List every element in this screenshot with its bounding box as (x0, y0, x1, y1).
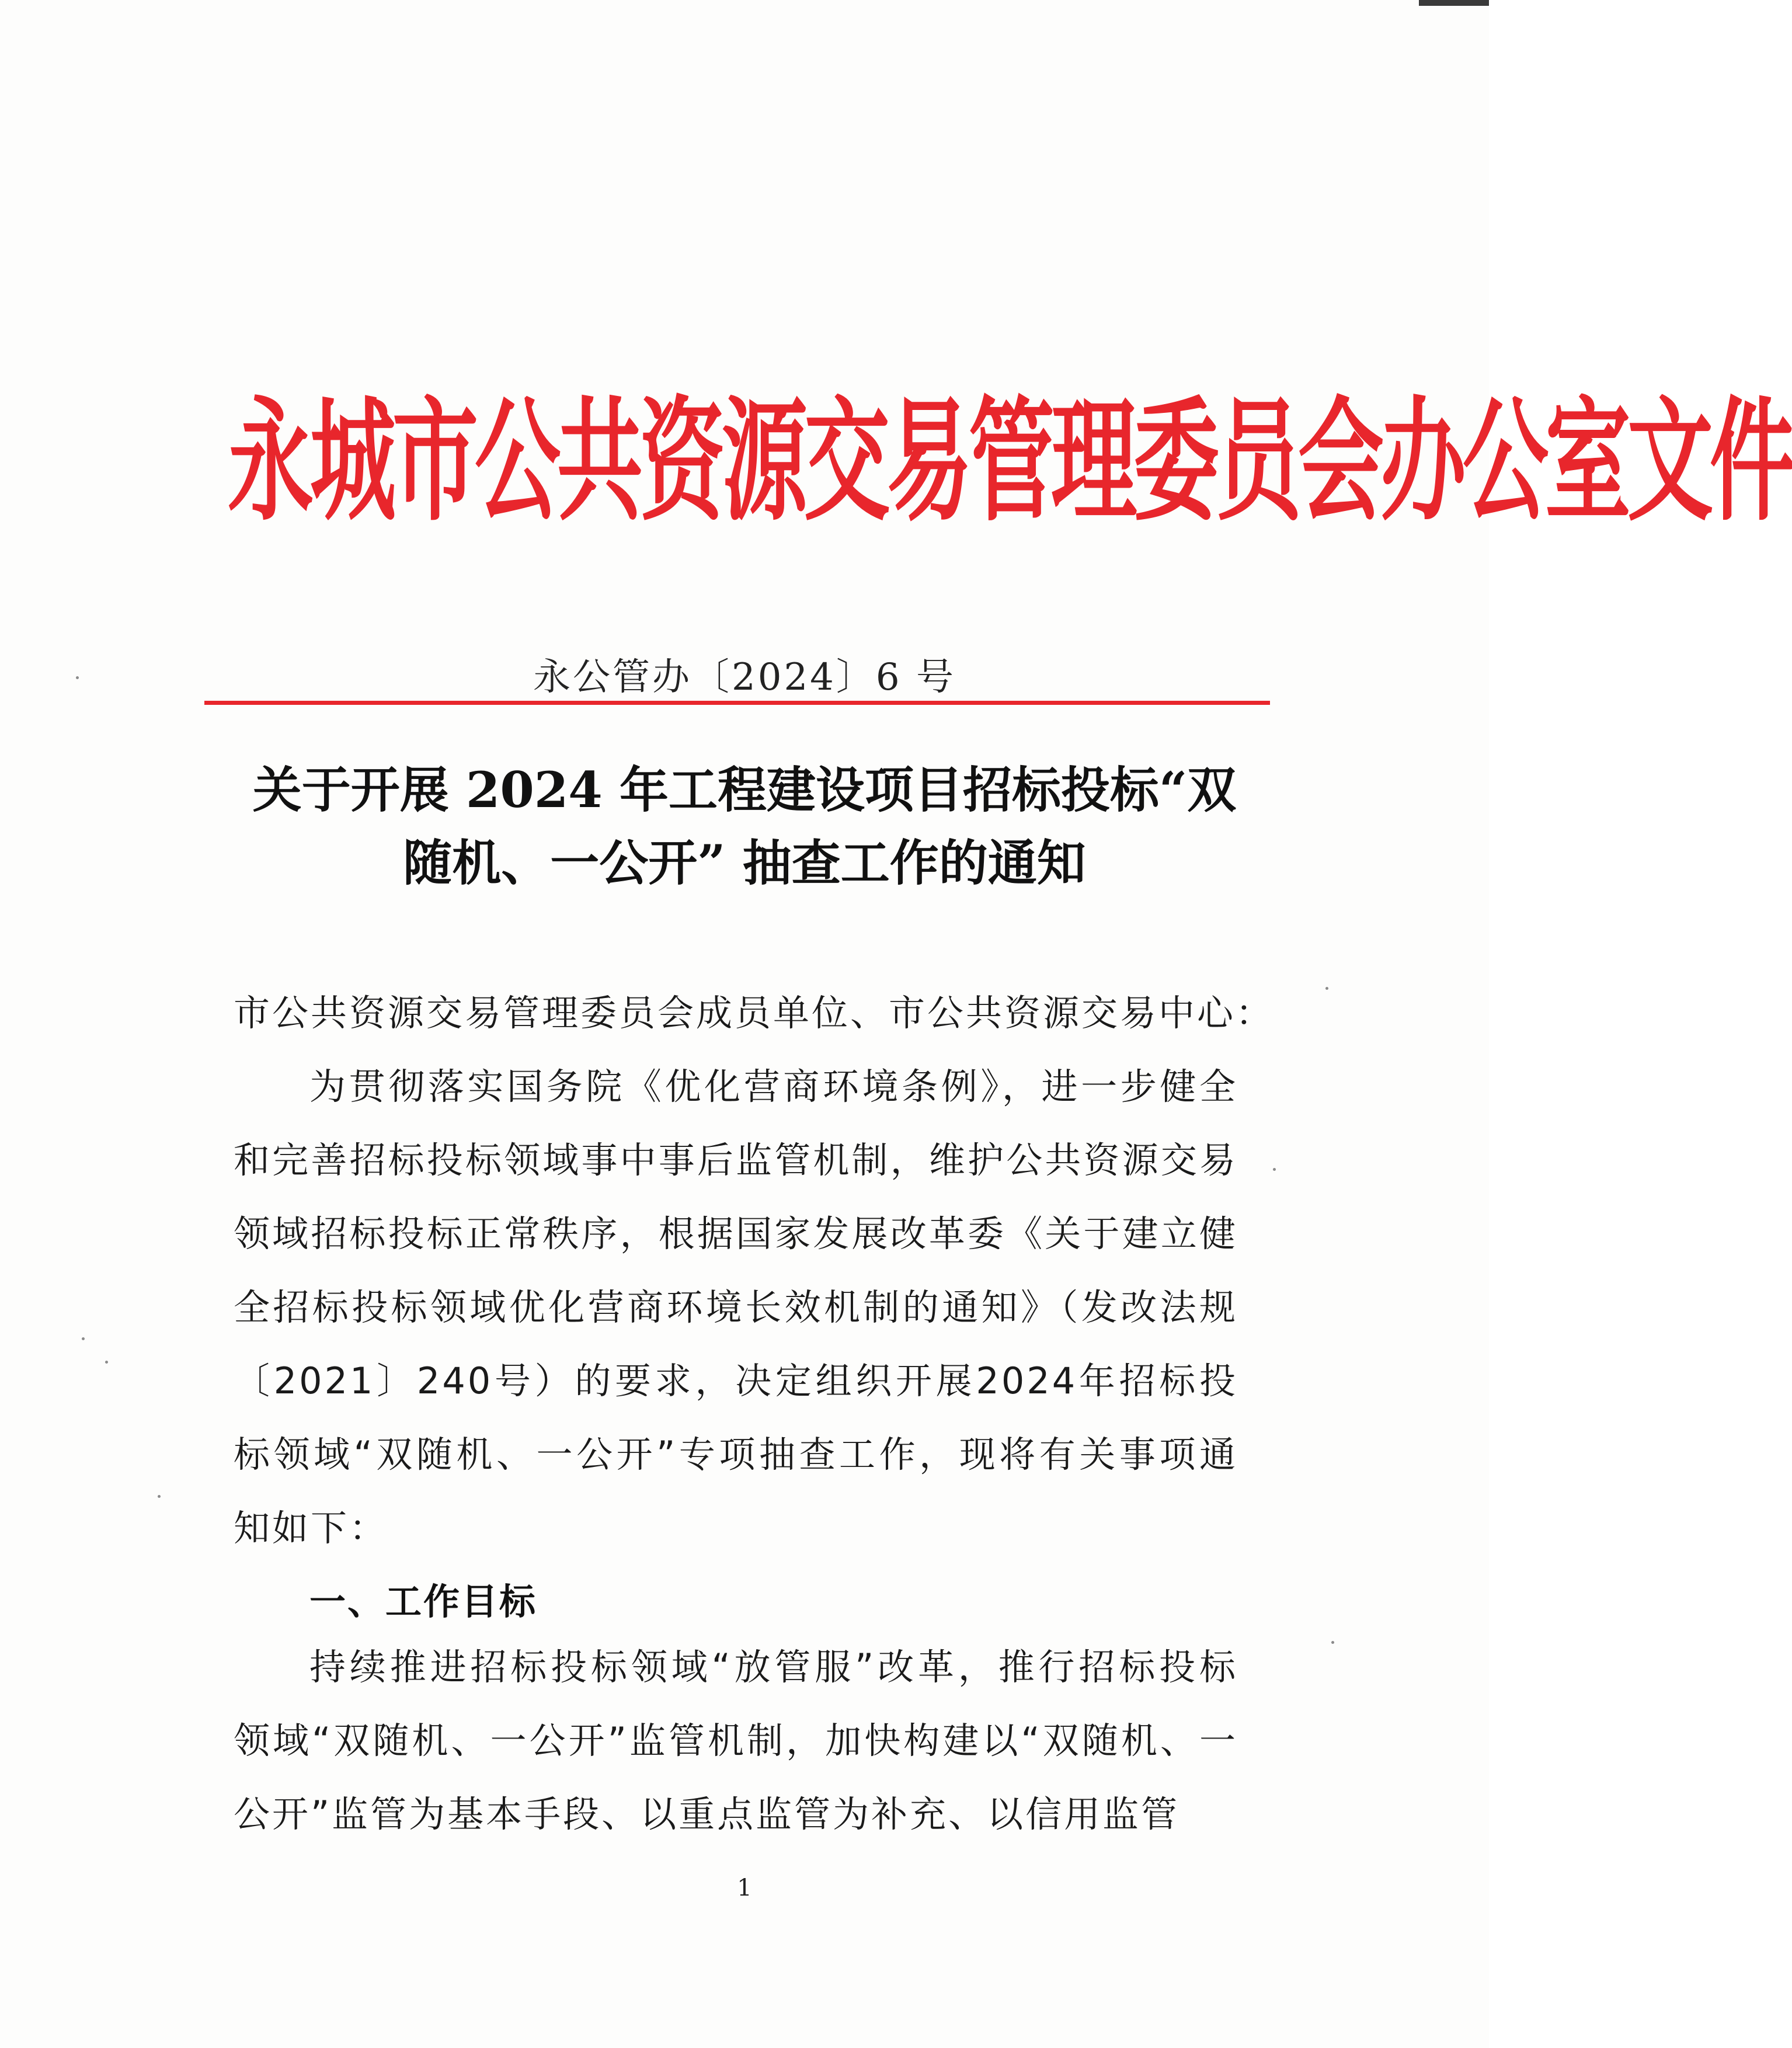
scan-speck (1331, 1641, 1334, 1644)
scan-speck (158, 1495, 161, 1498)
section-heading-work-goals: 一、工作目标 (309, 1580, 538, 1623)
scan-speck (105, 1361, 108, 1364)
page-number: 1 (737, 1875, 752, 1901)
document-title (222, 753, 1267, 899)
salutation: 市公共资源交易管理委员会成员单位、市公共资源交易中心： (234, 992, 1275, 1034)
scan-edge-mark (1419, 0, 1489, 6)
red-divider-line (204, 701, 1270, 705)
red-masthead: 永城市公共资源交易管理委员会办公室文件 (228, 383, 1792, 540)
scan-speck (1273, 1168, 1276, 1171)
title-line-2: 随机、一公开” 抽查工作的通知 (403, 834, 1086, 892)
scan-speck (76, 676, 79, 679)
paragraph-intro: 为贯彻落实国务院《优化营商环境条例》，进一步健全和完善招标投标领域事中事后监管机制，维护公共资源交易领域招标投标正常秩序，根据国家发展改革委《关于建立健全招标投标领域优化营商环境长效机制的通知》（发改法规〔2021〕240号）的要求，决定组织开展2024年招标投标领域“双随机、一公开”专项抽查工作，现将有关事项通知如下： (234, 1065, 1238, 1549)
title-line-1: 关于开展 2024 年工程建设项目招标投标“双 (252, 761, 1237, 819)
paragraph-work-goals: 持续推进招标投标领域“放管服”改革，推行招标投标领域“双随机、一公开”监管机制，加快构建以“双随机、一公开”监管为基本手段、以重点监管为补充、以信用监管 (234, 1646, 1238, 1835)
scan-speck (82, 1337, 85, 1340)
document-number: 永公管办〔2024〕6 号 (533, 656, 956, 699)
scan-speck (1325, 987, 1328, 990)
